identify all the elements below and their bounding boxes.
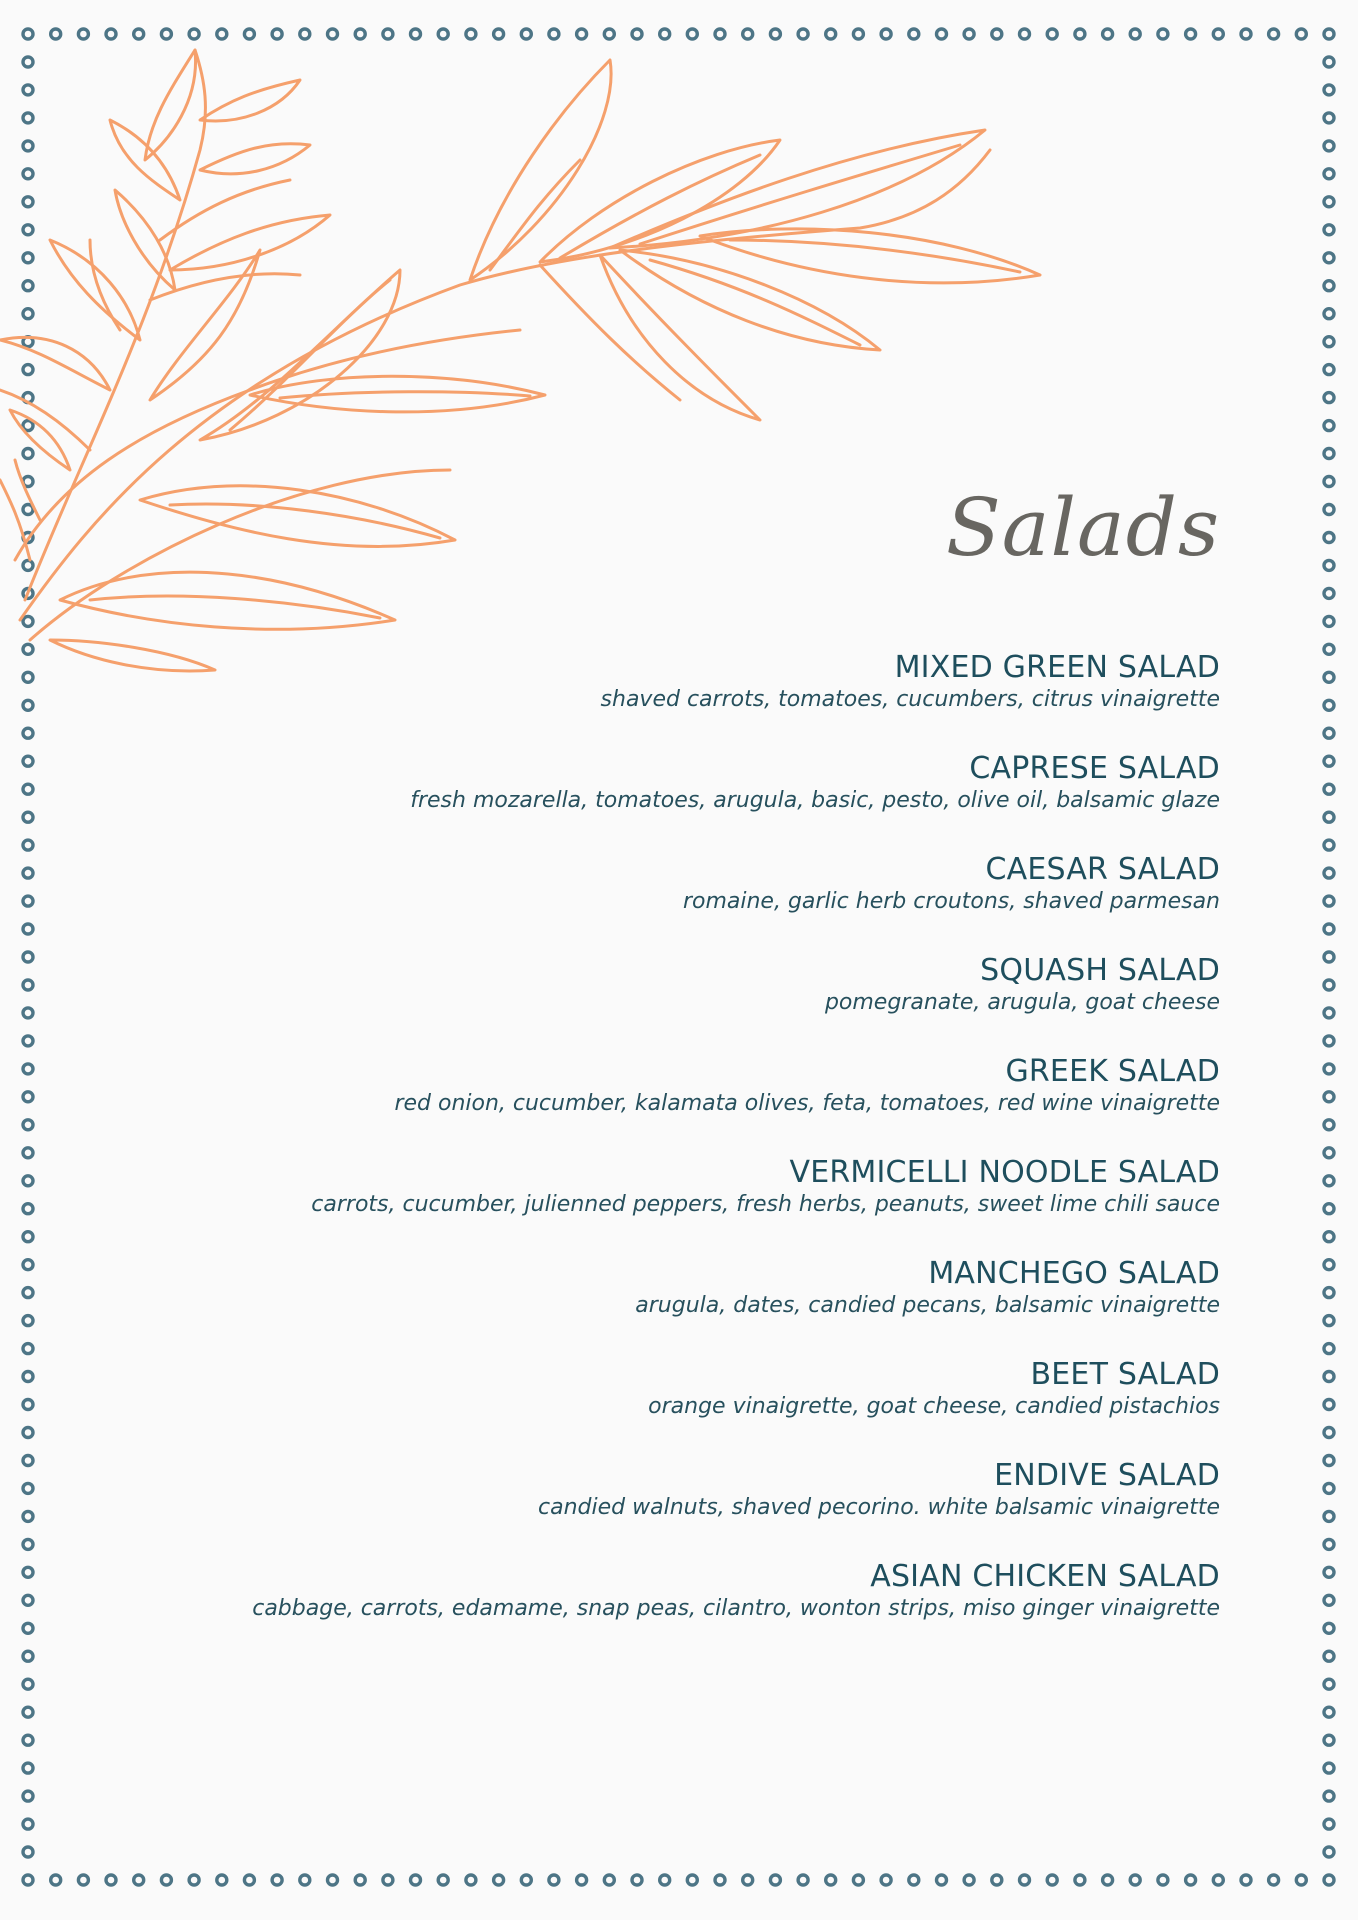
- menu-item-description: pomegranate, arugula, goat cheese: [824, 990, 1220, 1015]
- menu-item-name: BEET SALAD: [1030, 1357, 1220, 1392]
- salad-menu-list: [120, 650, 1220, 1660]
- menu-item-description: carrots, cucumber, julienned peppers, fresh herbs, peanuts, sweet lime chili sauce: [311, 1192, 1220, 1217]
- menu-item: [120, 751, 1220, 852]
- menu-item-description: orange vinaigrette, goat cheese, candied pistachios: [648, 1394, 1220, 1419]
- menu-item: [120, 852, 1220, 953]
- menu-item: [120, 1357, 1220, 1458]
- menu-item-description: romaine, garlic herb croutons, shaved parmesan: [682, 889, 1220, 914]
- menu-item: [120, 953, 1220, 1054]
- menu-item-name: VERMICELLI NOODLE SALAD: [789, 1155, 1220, 1190]
- menu-item-name: MANCHEGO SALAD: [928, 1256, 1220, 1291]
- menu-item-name: GREEK SALAD: [1005, 1054, 1220, 1089]
- menu-item-name: CAPRESE SALAD: [969, 751, 1220, 786]
- menu-item-description: shaved carrots, tomatoes, cucumbers, citrus vinaigrette: [600, 687, 1220, 712]
- menu-item-name: ENDIVE SALAD: [994, 1458, 1220, 1493]
- menu-item-name: ASIAN CHICKEN SALAD: [870, 1559, 1220, 1594]
- menu-item-name: CAESAR SALAD: [985, 852, 1220, 887]
- menu-item-description: candied walnuts, shaved pecorino. white balsamic vinaigrette: [538, 1495, 1220, 1520]
- page-title: Salads: [945, 481, 1220, 574]
- menu-item-name: MIXED GREEN SALAD: [894, 650, 1220, 685]
- menu-item-description: cabbage, carrots, edamame, snap peas, cilantro, wonton strips, miso ginger vinaigrette: [252, 1596, 1220, 1621]
- menu-item: [120, 1054, 1220, 1155]
- menu-item: [120, 1458, 1220, 1559]
- menu-item-description: arugula, dates, candied pecans, balsamic vinaigrette: [635, 1293, 1220, 1318]
- menu-item: [120, 1155, 1220, 1256]
- menu-item-name: SQUASH SALAD: [980, 953, 1220, 988]
- menu-item: [120, 1256, 1220, 1357]
- menu-item-description: fresh mozarella, tomatoes, arugula, basic, pesto, olive oil, balsamic glaze: [410, 788, 1220, 813]
- menu-item-description: red onion, cucumber, kalamata olives, feta, tomatoes, red wine vinaigrette: [394, 1091, 1220, 1116]
- orange-leafy-branch: [0, 0, 1358, 700]
- menu-item: [120, 650, 1220, 751]
- menu-item: [120, 1559, 1220, 1660]
